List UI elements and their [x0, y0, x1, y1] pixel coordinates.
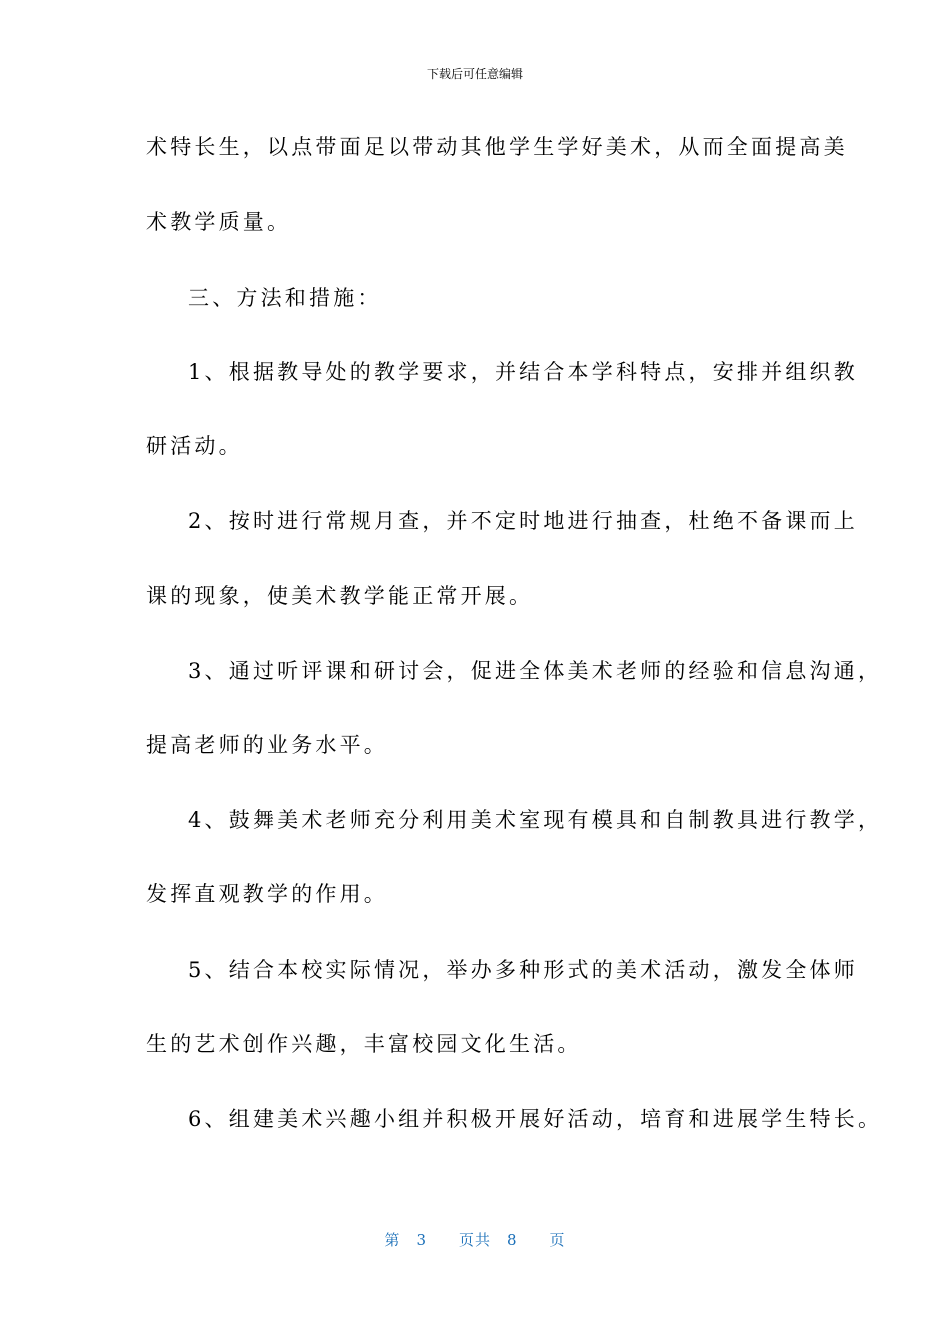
paragraph-line: 术教学质量。: [146, 210, 292, 234]
footer-page-number: 3: [416, 1231, 427, 1249]
header-text: 下载后可任意编辑: [426, 67, 523, 81]
paragraph-line: 生的艺术创作兴趣，丰富校园文化生活。: [146, 1032, 582, 1056]
paragraph-line: 研活动。: [146, 434, 243, 458]
section-heading: 三、方法和措施：: [188, 286, 382, 310]
paragraph-line: 2、按时进行常规月查，并不定时地进行抽查，杜绝不备课而上: [188, 509, 858, 533]
footer-prefix: 第: [384, 1231, 401, 1249]
paragraph-line: 5、结合本校实际情况，举办多种形式的美术活动，激发全体师: [188, 958, 858, 982]
footer-total-pages: 8: [507, 1231, 518, 1249]
paragraph-line: 提高老师的业务水平。: [146, 733, 388, 757]
page-footer: [0, 1230, 950, 1250]
paragraph-line: 发挥直观教学的作用。: [146, 882, 388, 906]
paragraph-line: 课的现象，使美术教学能正常开展。: [146, 584, 534, 608]
paragraph-line: 1、根据教导处的教学要求，并结合本学科特点，安排并组织教: [188, 360, 858, 384]
paragraph-line: 6、组建美术兴趣小组并积极开展好活动，培育和进展学生特长。: [188, 1107, 883, 1131]
paragraph-line: 4、鼓舞美术老师充分利用美术室现有模具和自制教具进行教学，: [188, 808, 883, 832]
footer-mid: 页共: [458, 1231, 491, 1249]
paragraph-line: 3、通过听评课和研讨会，促进全体美术老师的经验和信息沟通，: [188, 659, 883, 683]
footer-suffix: 页: [549, 1231, 566, 1249]
paragraph-line: 术特长生，以点带面足以带动其他学生学好美术，从而全面提高美: [146, 135, 848, 159]
